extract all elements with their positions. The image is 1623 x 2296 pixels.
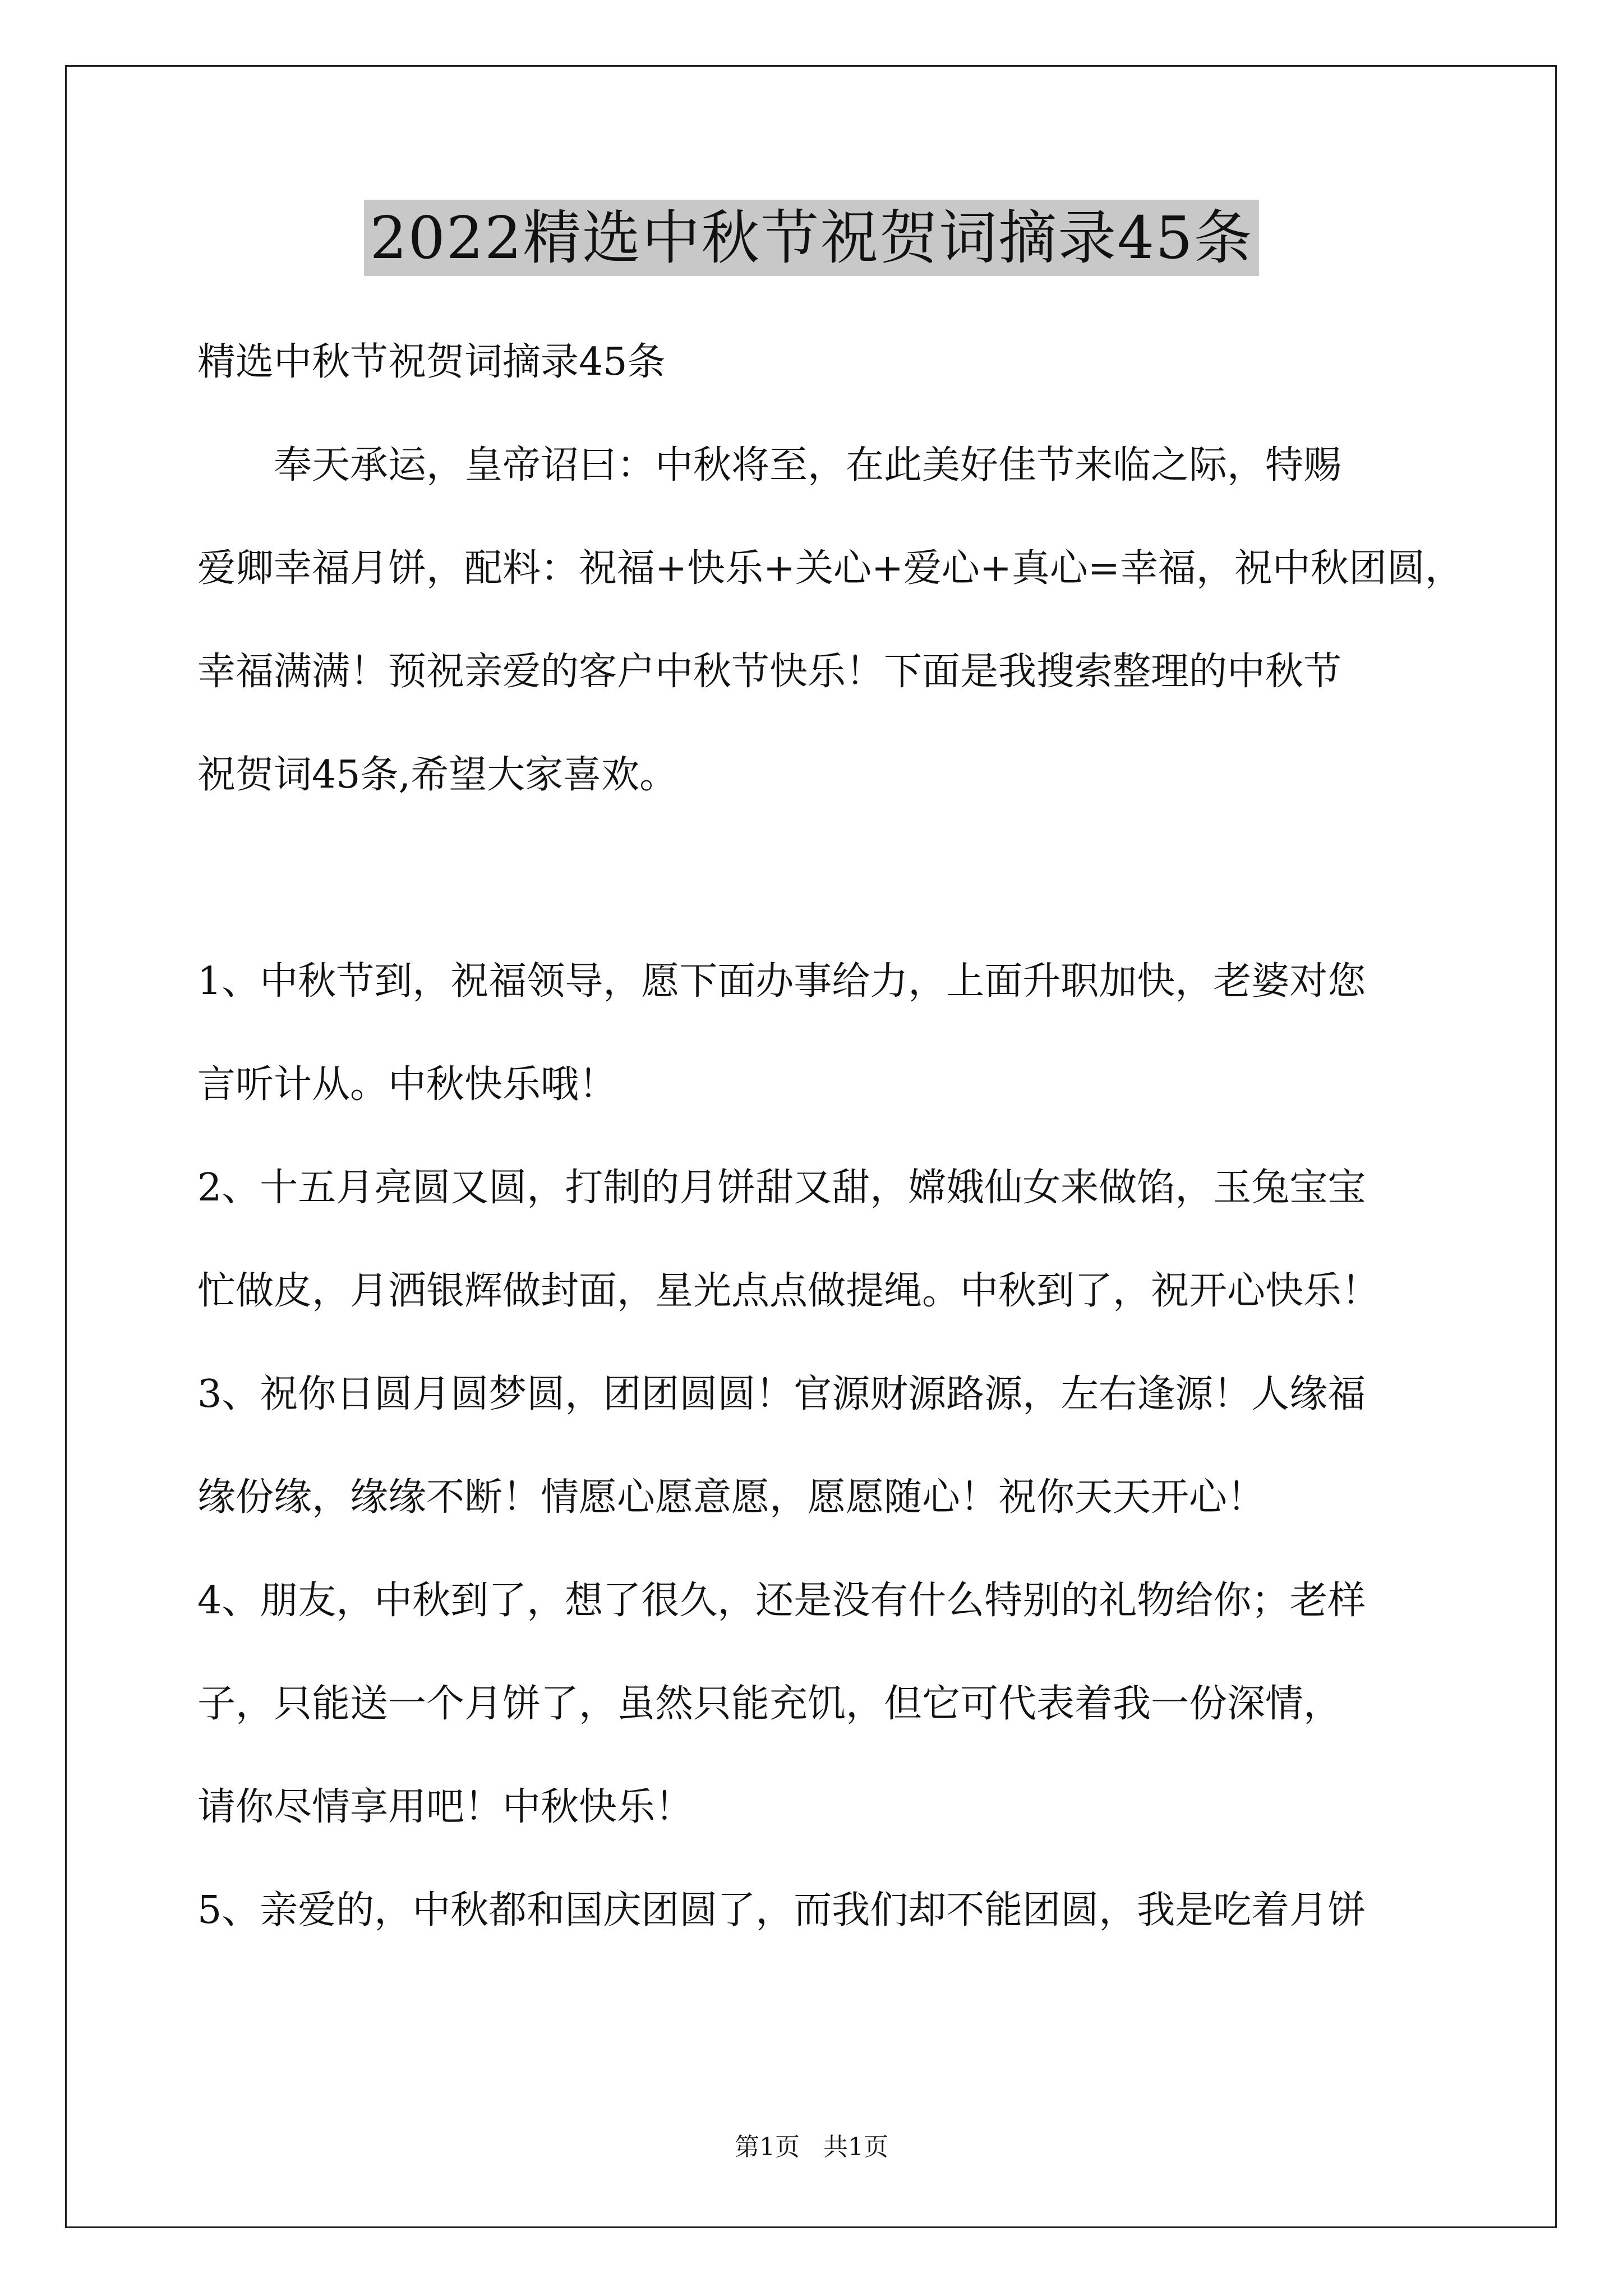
document-body (197, 311, 1463, 1962)
item-line: 2、十五月亮圆又圆，打制的月饼甜又甜，嫦娥仙女来做馅，玉兔宝宝 (197, 1166, 1366, 1210)
item-line: 缘份缘，缘缘不断！情愿心愿意愿，愿愿随心！祝你天天开心！ (197, 1475, 1266, 1520)
item-line: 请你尽情享用吧！中秋快乐！ (197, 1785, 694, 1829)
intro-line: 爱卿幸福月饼，配料：祝福+快乐+关心+爱心+真心=幸福，祝中秋团圆， (197, 546, 1463, 591)
item-line: 言听计从。中秋快乐哦！ (197, 1062, 617, 1107)
intro-line: 幸福满满！预祝亲爱的客户中秋节快乐！下面是我搜索整理的中秋节 (197, 650, 1342, 694)
item-line: 子，只能送一个月饼了，虽然只能充饥，但它可代表着我一份深情， (197, 1682, 1342, 1726)
title-container (0, 200, 1623, 276)
item-line: 3、祝你日圆月圆梦圆，团团圆圆！官源财源路源，左右逢源！人缘福 (197, 1372, 1366, 1416)
page-number: 第1页 (735, 2133, 800, 2161)
intro-line: 祝贺词45条,希望大家喜欢。 (197, 753, 678, 797)
page-total: 共1页 (823, 2133, 888, 2161)
item-line: 1、中秋节到，祝福领导，愿下面办事给力，上面升职加快，老婆对您 (197, 959, 1366, 1004)
paragraph-gap (197, 827, 1442, 930)
intro-line: 奉天承运，皇帝诏曰：中秋将至，在此美好佳节来临之际，特赐 (274, 443, 1342, 487)
item-line: 5、亲爱的，中秋都和国庆团圆了，而我们却不能团圆，我是吃着月饼 (197, 1888, 1366, 1932)
item-line: 忙做皮，月洒银辉做封面，星光点点做提绳。中秋到了，祝开心快乐！ (197, 1269, 1380, 1313)
item-line: 4、朋友，中秋到了，想了很久，还是没有什么特别的礼物给你；老样 (197, 1579, 1366, 1623)
page-footer (0, 2131, 1623, 2164)
document-title: 2022精选中秋节祝贺词摘录45条 (364, 200, 1258, 276)
document-subtitle: 精选中秋节祝贺词摘录45条 (197, 340, 666, 384)
